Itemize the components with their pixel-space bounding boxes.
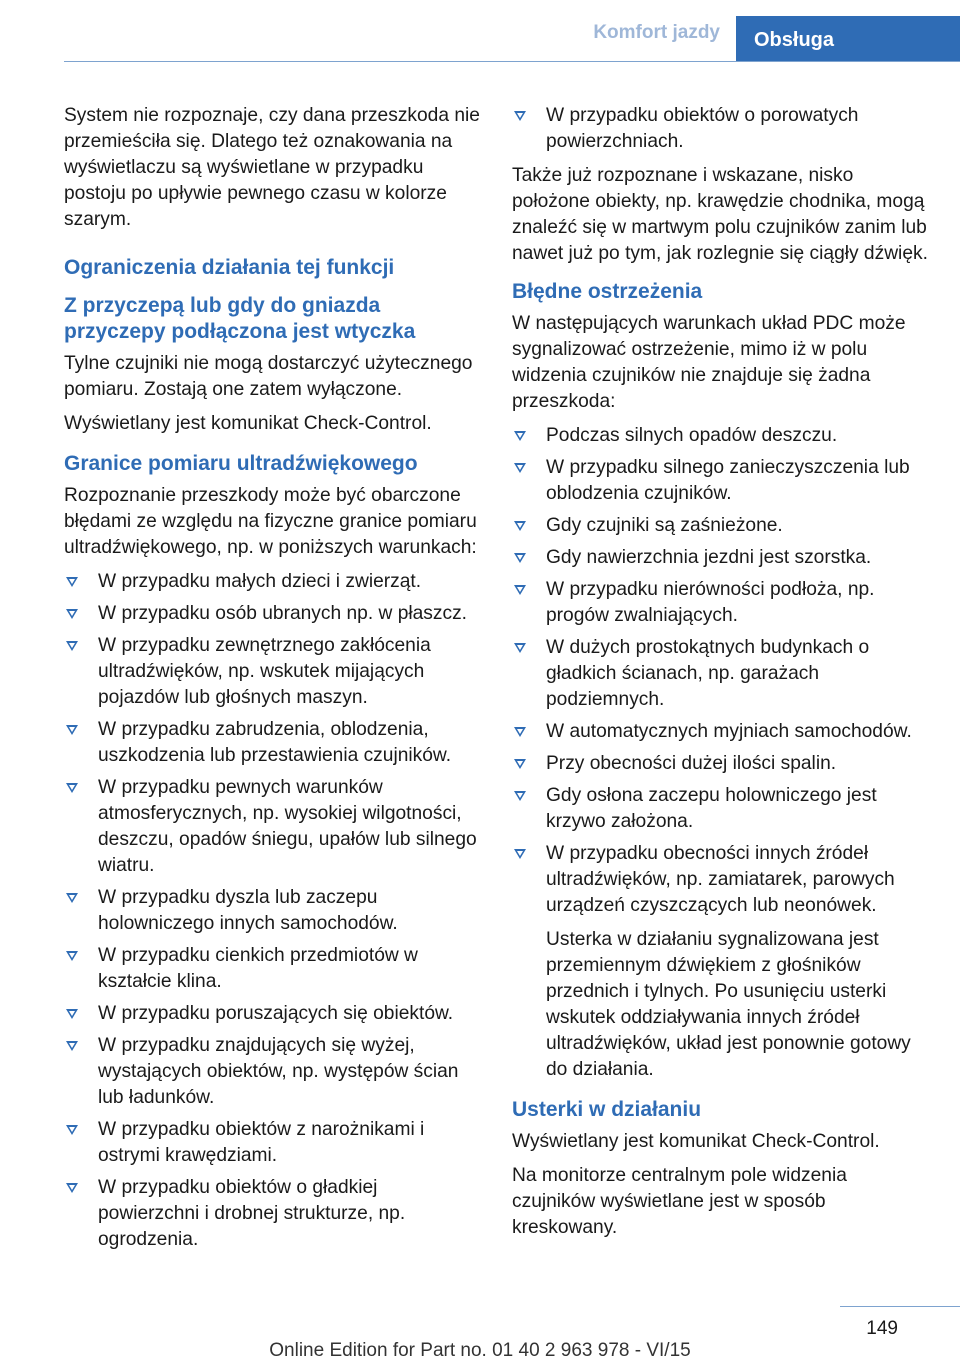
list-item-text: W przypadku obiektów z narożnikami i ostrymi krawędziami.: [98, 1119, 425, 1166]
list-item: [64, 1175, 480, 1253]
bullet-triangle-icon: [514, 111, 526, 121]
heading-trailer: Z przyczepą lub gdy do gniazda przyczepy podłączona jest wtyczka: [64, 294, 416, 343]
list-item-text: W przypadku małych dzieci i zwierząt.: [98, 571, 422, 592]
list-item: [512, 751, 928, 777]
list-item-text: W przypadku dyszla lub zaczepu holowniczego innych samochodów.: [98, 887, 398, 934]
list-item-text: W przypadku obiektów o gładkiej powierzchni i drobnej strukturze, np. ogrodzenia.: [98, 1177, 406, 1250]
faults-paragraph-1: Wyświetlany jest komunikat Check-Control.: [512, 1131, 880, 1152]
list-item-text: W przypadku obiektów o porowatych powierzchniach.: [546, 105, 859, 152]
list-item: [512, 103, 928, 155]
trailer-paragraph-2: Wyświetlany jest komunikat Check-Control.: [64, 413, 432, 434]
list-item: [64, 1033, 480, 1111]
list-item-text: W przypadku obecności innych źródeł ultradźwięków, np. zamiatarek, parowych urządzeń czyszczących lub neonówek.: [546, 843, 895, 916]
list-item-text: W przypadku poruszających się obiektów.: [98, 1003, 454, 1024]
false-warnings-list: [512, 423, 928, 919]
section-title: Komfort jazdy: [593, 22, 720, 43]
list-item: [512, 545, 928, 571]
list-item: [64, 633, 480, 711]
list-item: [512, 719, 928, 745]
list-item-text: W przypadku zabrudzenia, oblodzenia, uszkodzenia lub przestawienia czujników.: [98, 719, 452, 766]
list-item: [64, 943, 480, 995]
bullet-triangle-icon: [66, 641, 78, 651]
list-item: [512, 455, 928, 507]
bullet-triangle-icon: [514, 585, 526, 595]
list-item-text: Przy obecności dużej ilości spalin.: [546, 753, 837, 774]
intro-paragraph: System nie rozpoznaje, czy dana przeszkoda nie przemieściła się. Dlatego też oznakowania na wyświetlaczu są wyświetlane w przypadku postoju po upływie pewnego czasu w kolorze szarym.: [64, 105, 480, 230]
list-item-text: Gdy nawierzchnia jezdni jest szorstka.: [546, 547, 872, 568]
list-item: [64, 601, 480, 627]
bullet-triangle-icon: [514, 643, 526, 653]
heading-limits: Ograniczenia działania tej funkcji: [64, 256, 395, 279]
bullet-triangle-icon: [66, 1041, 78, 1051]
heading-false-warnings: Błędne ostrzeżenia: [512, 280, 703, 303]
bullet-triangle-icon: [514, 727, 526, 737]
edition-note: Online Edition for Part no. 01 40 2 963 978 - VI/15: [269, 1340, 691, 1361]
list-item: [64, 569, 480, 595]
list-item-text: Gdy czujniki są zaśnieżone.: [546, 515, 783, 536]
bullet-triangle-icon: [66, 1125, 78, 1135]
bullet-triangle-icon: [66, 577, 78, 587]
list-item-text: W przypadku zewnętrznego zakłócenia ultradźwięków, np. wskutek mijających pojazdów lub głośnych maszyn.: [98, 635, 431, 708]
bullet-triangle-icon: [66, 783, 78, 793]
bullet-triangle-icon: [514, 791, 526, 801]
page-header: [0, 0, 960, 62]
heading-faults: Usterki w działaniu: [512, 1098, 702, 1121]
chapter-tab: Obsługa: [736, 16, 960, 62]
page-number: 149: [866, 1318, 898, 1339]
list-item-text: W automatycznych myjniach samochodów.: [546, 721, 912, 742]
bullet-triangle-icon: [514, 553, 526, 563]
fault-note-paragraph: Usterka w działaniu sygnalizowana jest przemiennym dźwiękiem z głośników przednich i tylnych. Po usunięciu usterki wskutek oddziaływania innych źródeł ultradźwięków, układ jest ponownie gotowy do działania.: [546, 929, 911, 1080]
list-item: [64, 1001, 480, 1027]
bullet-triangle-icon: [66, 893, 78, 903]
list-item-text: Gdy osłona zaczepu holowniczego jest krzywo założona.: [546, 785, 877, 832]
list-item-text: W przypadku pewnych warunków atmosferycznych, np. wysokiej wilgotności, deszczu, opadów śniegu, upałów lub silnego wiatru.: [98, 777, 477, 876]
ultrasonic-paragraph: Rozpoznanie przeszkody może być obarczone błędami ze względu na fizyczne granice pomiaru ultradźwiękowego, np. w poniższych warunkach:: [64, 485, 477, 558]
list-item: [64, 717, 480, 769]
bullet-triangle-icon: [514, 759, 526, 769]
right-column: [512, 103, 928, 1249]
list-item: [64, 775, 480, 879]
list-item-text: Podczas silnych opadów deszczu.: [546, 425, 838, 446]
list-item: [512, 577, 928, 629]
header-divider: [64, 61, 960, 62]
list-item-text: W przypadku cienkich przedmiotów w kształcie klina.: [98, 945, 418, 992]
list-item: [64, 1117, 480, 1169]
bullet-triangle-icon: [514, 431, 526, 441]
blind-spot-paragraph: Także już rozpoznane i wskazane, nisko położone obiekty, np. krawędzie chodnika, mogą znaleźć się w martwym polu czujników zanim lub nawet już po tym, jak rozlegnie się ciągły dźwięk.: [512, 165, 928, 264]
bullet-triangle-icon: [66, 725, 78, 735]
faults-paragraph-2: Na monitorze centralnym pole widzenia czujników wyświetlane jest w sposób kreskowany.: [512, 1165, 847, 1238]
bullet-triangle-icon: [514, 521, 526, 531]
list-item: [512, 513, 928, 539]
list-item-text: W przypadku nierówności podłoża, np. progów zwalniających.: [546, 579, 875, 626]
bullet-triangle-icon: [66, 1183, 78, 1193]
heading-ultrasonic: Granice pomiaru ultradźwiękowego: [64, 452, 418, 475]
list-item-text: W dużych prostokątnych budynkach o gładkich ścianach, np. garażach podziemnych.: [546, 637, 870, 710]
false-warnings-paragraph: W następujących warunkach układ PDC może sygnalizować ostrzeżenie, mimo iż w polu widzenia czujników nie znajduje się żadna przeszkoda:: [512, 313, 906, 412]
bullet-triangle-icon: [514, 849, 526, 859]
ultrasonic-list: [64, 569, 480, 1253]
list-item-text: W przypadku znajdujących się wyżej, wystających obiektów, np. występów ścian lub ładunków.: [98, 1035, 459, 1108]
continued-list: [512, 103, 928, 155]
bullet-triangle-icon: [66, 609, 78, 619]
bullet-triangle-icon: [66, 1009, 78, 1019]
list-item-text: W przypadku osób ubranych np. w płaszcz.: [98, 603, 468, 624]
left-column: [64, 103, 480, 1261]
list-item-text: W przypadku silnego zanieczyszczenia lub oblodzenia czujników.: [546, 457, 910, 504]
trailer-paragraph-1: Tylne czujniki nie mogą dostarczyć użytecznego pomiaru. Zostają one zatem wyłączone.: [64, 353, 473, 400]
list-item: [64, 885, 480, 937]
list-item: [512, 841, 928, 919]
list-item: [512, 783, 928, 835]
list-item: [512, 635, 928, 713]
list-item: [512, 423, 928, 449]
bullet-triangle-icon: [66, 951, 78, 961]
bullet-triangle-icon: [514, 463, 526, 473]
footer-divider: [840, 1306, 960, 1307]
